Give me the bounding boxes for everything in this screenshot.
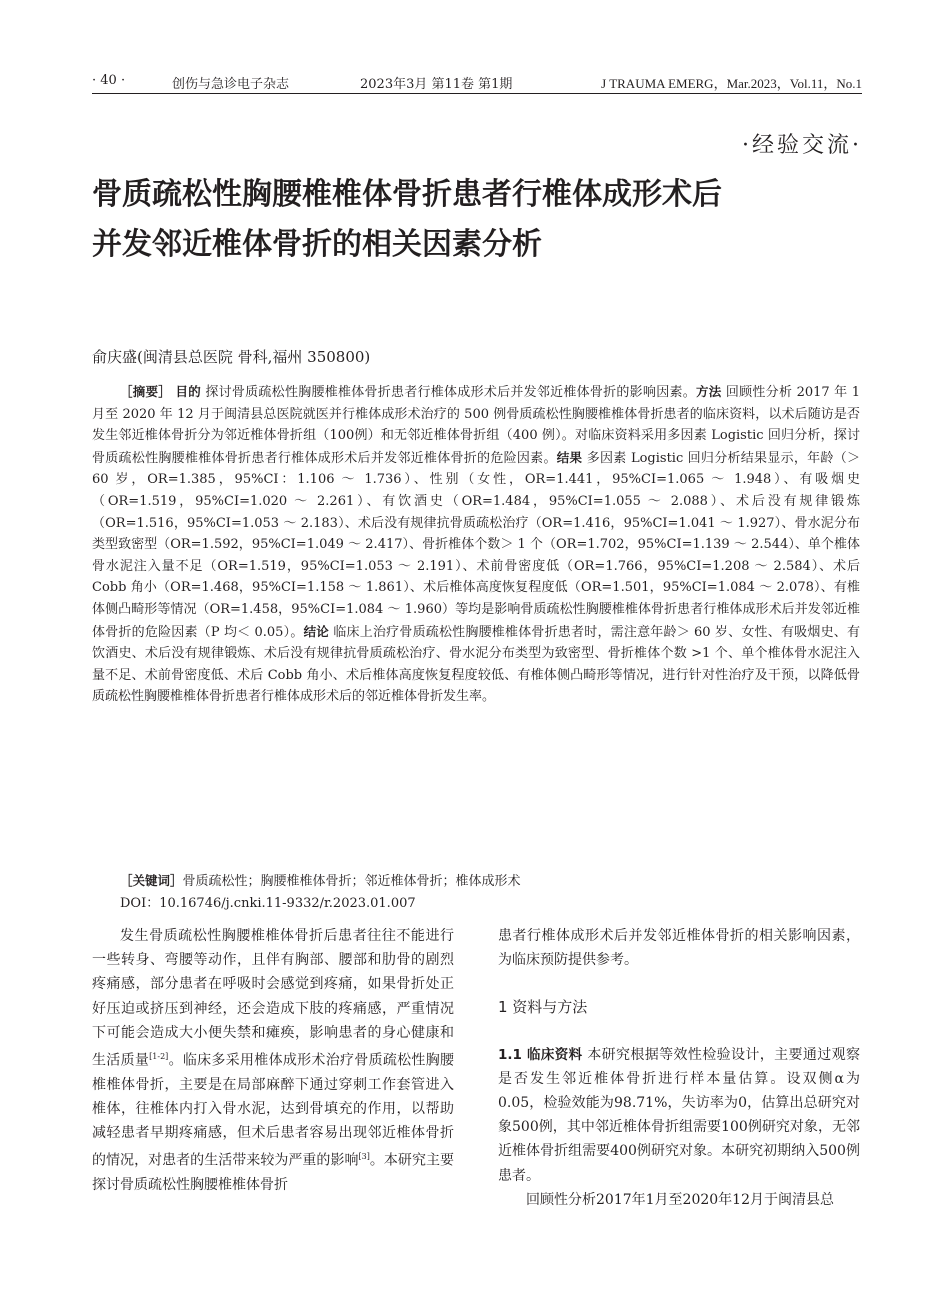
method-paragraph: 回顾性分析2017年1月至2020年12月于闽清县总 — [526, 1191, 834, 1208]
journal-name-cn: 创伤与急诊电子杂志 — [172, 77, 290, 92]
method-label: 方法 — [695, 384, 722, 399]
intro-paragraph: 发生骨质疏松性胸腰椎椎体骨折后患者往往不能进行一些转身、弯腰等动作，且伴有胸部、腰部和肋骨的剧烈疼痛感，部分患者在呼吸时会感觉到疼痛，如果骨折处正好压迫或挤压到神经，还会造成下肢的疼痛感，严重情况下可能会造成大小便失禁和瘫痪，影响患者的身心健康和生活质量[1-2]。临床多采用椎体成形术治疗骨质疏松性胸腰椎椎体骨折，主要是在局部麻醉下通过穿刺工作套管进入椎体，往椎体内打入骨水泥，达到骨填充的作用，以帮助减轻患者早期疼痛感，但术后患者容易出现邻近椎体骨折的情况，对患者的生活带来较为严重的影响[3]。本研究主要探讨骨质疏松性胸腰椎椎体骨折 — [92, 928, 455, 1194]
body-column-right — [498, 924, 860, 1212]
section-tag: ·经验交流· — [742, 133, 862, 158]
intro-continuation: 患者行椎体成形术后并发邻近椎体骨折的相关影响因素，为临床预防提供参考。 — [498, 928, 860, 969]
abstract — [92, 381, 860, 708]
body-column-left — [92, 924, 454, 1198]
doi: DOI：10.16746/j.cnki.11-9332/r.2023.01.007 — [120, 896, 416, 911]
citation-ref[interactable]: [3] — [358, 1152, 370, 1162]
abstract-label: ［摘要］ — [120, 384, 172, 399]
purpose-text: 探讨骨质疏松性胸腰椎椎体骨折患者行椎体成形术后并发邻近椎体骨折的影响因素。 — [205, 385, 696, 400]
result-label: 结果 — [556, 449, 583, 465]
article-title: 骨质疏松性胸腰椎椎体骨折患者行椎体成形术后并发邻近椎体骨折的相关因素分析 — [92, 177, 722, 262]
citation-ref[interactable]: [1-2] — [149, 1052, 169, 1062]
subsection-label: 1.1 临床资料 — [498, 1046, 583, 1063]
section-heading: 1 资料与方法 — [498, 998, 588, 1017]
running-header — [92, 70, 862, 94]
clinical-data-paragraph: 1.1 临床资料 本研究根据等效性检验设计，主要通过观察是否发生邻近椎体骨折进行样本量估算。设双侧α为0.05，检验效能为98.71%，失访率为0，估算出总研究对象500例，其中邻近椎体骨折组需要100例研究对象，无邻近椎体骨折组需要400例研究对象。本研究初期纳入500例患者。 — [498, 1046, 861, 1184]
conclusion-label: 结论 — [303, 623, 329, 639]
keywords-label: ［关键词］ — [120, 873, 183, 888]
result-text: 多因素 Logistic 回归分析结果显示，年龄（＞ 60 岁，OR=1.385，95%CI：1.106 ～ 1.736）、性别（女性，OR=1.441，95%CI=1.065 ～ 1.948）、有吸烟史（OR=1.519，95%CI=1.020 ～ 2.261）、有饮酒史（OR=1.484，95%CI=1.055 ～ 2.088）、术后没有规律锻炼（OR=1.516，95%CI=1.053 ～ 2.183）、术后没有规律抗骨质疏松治疗（OR=1.416，95%CI=1.041 ～ 1.927）、骨水泥分布类型致密型（OR=1.592，95%CI=1.049 ～ 2.417）、骨折椎体个数＞ 1 个（OR=1.702，95%CI=1.139 ～ 2.544）、单个椎体骨水泥注入量不足（OR=1.519，95%CI=1.053 ～ 2.191）、术前骨密度低（OR=1.766，95%CI=1.208 ～ 2.584）、术后 Cobb 角小（OR=1.468，95%CI=1.158 ～ 1.861）、术后椎体高度恢复程度低（OR=1.501，95%CI=1.084 ～ 2.078）、有椎体侧凸畸形等情况（OR=1.458，95%CI=1.084 ～ 1.960）等均是影响骨质疏松性胸腰椎椎体骨折患者行椎体成形术后并发邻近椎体骨折的危险因素（P 均＜ 0.05）。 — [92, 450, 860, 640]
keywords — [120, 870, 521, 889]
keywords-text: 骨质疏松性；胸腰椎椎体骨折；邻近椎体骨折；椎体成形术 — [182, 874, 521, 889]
page-number: · 40 · — [92, 73, 126, 88]
journal-info-en: J TRAUMA EMERG，Mar.2023，Vol.11，No.1 — [601, 76, 862, 91]
author-affiliation: 俞庆盛(闽清县总医院 骨科,福州 350800) — [92, 348, 371, 366]
method-text: 回顾性分析 2017 年 1 月至 2020 年 12 月于闽清县总医院就医并行椎体成形术治疗的 500 例骨质疏松性胸腰椎椎体骨折患者的临床资料，以术后随访是否发生邻近椎体骨折分为邻近椎体骨折组（100例）和无邻近椎体骨折组（400 例）。对临床资料采用多因素 Logistic 回归分析，探讨骨质疏松性胸腰椎椎体骨折患者行椎体成形术后并发邻近椎体骨折的危险因素。 — [92, 385, 860, 466]
conclusion-text: 临床上治疗骨质疏松性胸腰椎椎体骨折患者时，需注意年龄＞ 60 岁、女性、有吸烟史、有饮酒史、术后没有规律锻炼、术后没有规律抗骨质疏松治疗、骨水泥分布类型为致密型、骨折椎体个数 >1 个、单个椎体骨水泥注入量不足、术前骨密度低、术后 Cobb 角小、术后椎体高度恢复程度较低、有椎体侧凸畸形等情况，进行针对性治疗及干预，以降低骨质疏松性胸腰椎椎体骨折患者行椎体成形术后的邻近椎体骨折发生率。 — [92, 624, 860, 705]
issue-info-cn: 2023年3月 第11卷 第1期 — [360, 77, 513, 92]
purpose-label: 目的 — [175, 384, 201, 399]
